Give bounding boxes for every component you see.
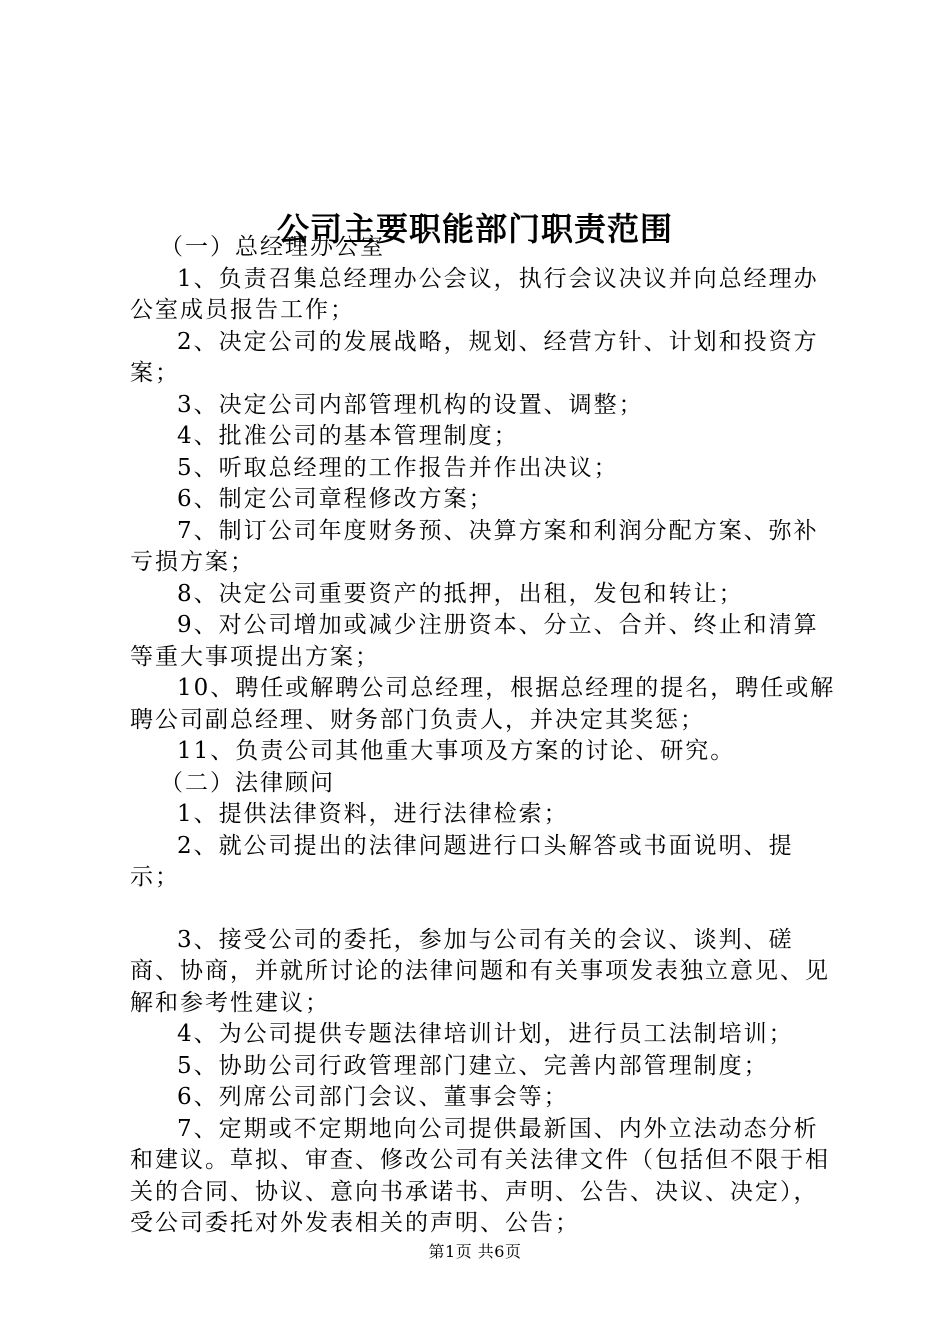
section-heading: （二）法律顾问 [160,769,335,796]
document-body [130,232,842,1240]
list-item: 7、制订公司年度财务预、决算方案和利润分配方案、弥补亏损方案； [130,517,819,575]
list-item: 2、决定公司的发展战略，规划、经营方针、计划和投资方案； [130,328,819,386]
list-item: 9、对公司增加或减少注册资本、分立、合并、终止和清算等重大事项提出方案； [130,612,819,670]
list-item: 6、列席公司部门会议、董事会等； [177,1084,569,1110]
list-item: 1、提供法律资料，进行法律检索； [177,801,569,827]
section-heading: （一）总经理办公室 [160,234,385,260]
list-item: 4、批准公司的基本管理制度； [177,423,519,449]
list-item: 7、定期或不定期地向公司提供最新国、内外立法动态分析和建议。草拟、审查、修改公司有关法律文件（包括但不限于相关的合同、协议、意向书承诺书、声明、公告、决议、决定），受公司委托对外发表相关的声明、公告； [130,1115,830,1236]
list-item: 3、决定公司内部管理机构的设置、调整； [177,391,644,418]
list-item: 3、接受公司的委托，参加与公司有关的会议、谈判、磋商、协商，并就所讨论的法律问题和有关事项发表独立意见、见解和参考性建议； [130,926,830,1016]
list-item: 10、聘任或解聘公司总经理，根据总经理的提名，聘任或解聘公司副总经理、财务部门负责人，并决定其奖惩； [130,675,836,733]
list-item: 1、负责召集总经理办公会议，执行会议决议并向总经理办公室成员报告工作； [130,265,819,323]
page-footer: 第1页 共6页 [428,1242,522,1261]
list-item: 11、负责公司其他重大事项及方案的讨论、研究。 [177,738,736,764]
list-item: 5、听取总经理的工作报告并作出决议； [177,454,619,481]
list-item: 4、为公司提供专题法律培训计划，进行员工法制培训； [177,1021,794,1047]
list-item: 5、协助公司行政管理部门建立、完善内部管理制度； [177,1052,769,1079]
page-title: 公司主要职能部门职责范围 [276,210,673,249]
list-item: 8、决定公司重要资产的抵押，出租，发包和转让； [177,580,744,607]
list-item: 2、就公司提出的法律问题进行口头解答或书面说明、提示； [130,832,794,890]
list-item: 6、制定公司章程修改方案； [177,486,494,512]
